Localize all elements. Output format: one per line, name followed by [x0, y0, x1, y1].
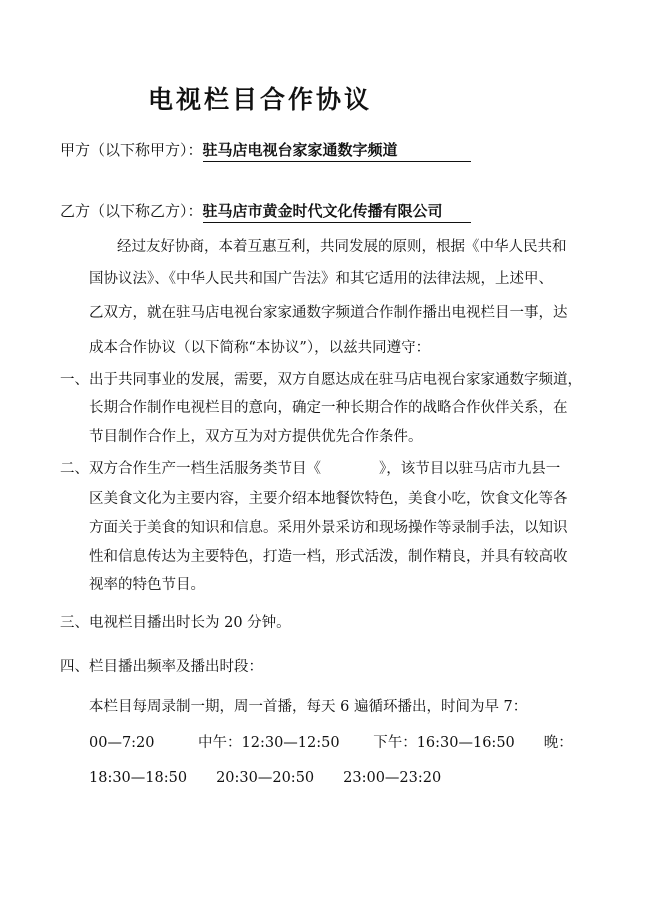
party-b-label: 乙方（以下称乙方）：: [60, 202, 203, 220]
item-4-text: 栏目播出频率及播出时段：: [89, 659, 263, 675]
item-3-text: 电视栏目播出时长为 20 分钟。: [89, 615, 291, 631]
party-b-name: 驻马店市黄金时代文化传播有限公司: [203, 200, 471, 223]
item-1-line: 出于共同事业的发展，需要，双方自愿达成在驻马店电视台家家通数字频道，: [89, 372, 582, 388]
item-3-number: 三、: [60, 615, 89, 631]
intro-line: 经过友好协商，本着互惠互利，共同发展的原则，根据《中华人民共和: [117, 239, 567, 255]
item-4-number: 四、: [60, 659, 89, 675]
schedule-line: 00—7:20 中午：12:30—12:50 下午：16:30—16:50 晚：: [89, 735, 573, 751]
intro-line: 国协议法》、《中华人民共和国广告法》和其它适用的法律法规，上述甲、: [89, 271, 553, 287]
party-a: [60, 139, 471, 162]
intro-line: 成本合作协议（以下简称“本协议”），以兹共同遵守：: [89, 340, 431, 356]
item-2-line: 双方合作生产一档生活服务类节目《 》，该节目以驻马店市九县一: [89, 461, 561, 477]
item-2-line: 视率的特色节目。: [89, 577, 205, 593]
item-2-line: 区美食文化为主要内容，主要介绍本地餐饮特色，美食小吃，饮食文化等各: [89, 491, 568, 507]
item-2-line: 性和信息传达为主要特色，打造一档，形式活泼，制作精良，并具有较高收: [89, 549, 568, 565]
item-1-line: 节目制作合作上，双方互为对方提供优先合作条件。: [89, 429, 423, 445]
intro-line: 乙双方，就在驻马店电视台家家通数字频道合作制作播出电视栏目一事，达: [89, 305, 568, 321]
party-a-label: 甲方（以下称甲方）：: [60, 141, 203, 159]
party-b: [60, 200, 471, 223]
schedule-line: 18:30—18:50 20:30—20:50 23:00—23:20: [89, 770, 442, 786]
item-2-number: 二、: [60, 461, 89, 477]
party-a-name: 驻马店电视台家家通数字频道: [203, 139, 471, 162]
item-1-number: 一、: [60, 372, 89, 388]
schedule-line: 本栏目每周录制一期，周一首播，每天 6 遍循环播出，时间为早 7：: [89, 699, 528, 715]
item-1-line: 长期合作制作电视栏目的意向，确定一种长期合作的战略合作伙伴关系，在: [89, 400, 568, 416]
item-2-line: 方面关于美食的知识和信息。采用外景采访和现场操作等录制手法，以知识: [89, 520, 568, 536]
document-title: 电视栏目合作协议: [148, 85, 373, 114]
